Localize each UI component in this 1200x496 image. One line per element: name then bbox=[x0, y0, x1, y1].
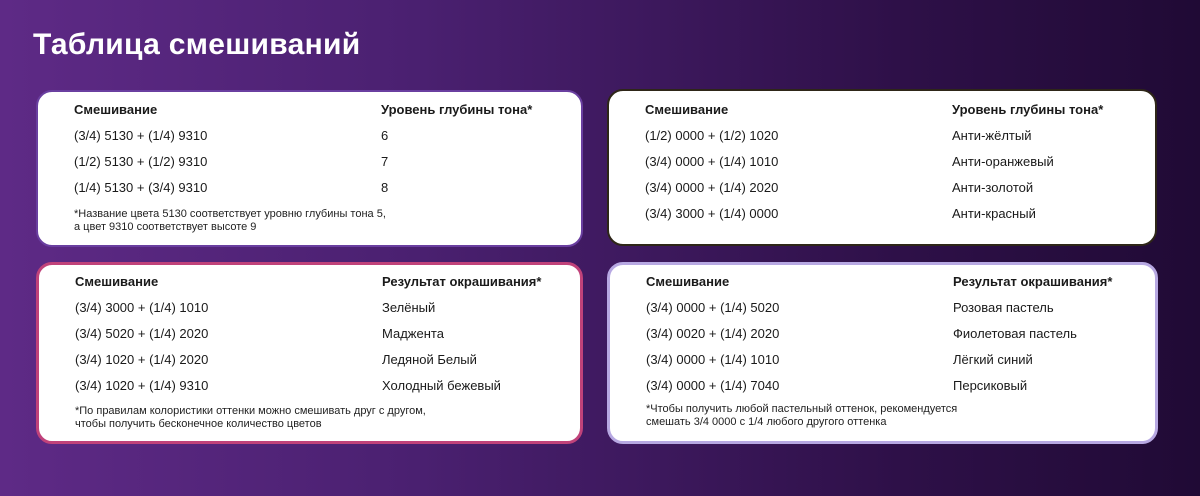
table-row bbox=[75, 324, 570, 344]
footnote-line: смешать 3/4 0000 с 1/4 любого другого оттенка bbox=[646, 416, 887, 428]
page-title: Таблица смешиваний bbox=[33, 28, 361, 61]
mix-formula: (3/4) 0020 + (1/4) 2020 bbox=[646, 326, 780, 341]
footnote bbox=[74, 208, 386, 234]
mix-result: Фиолетовая пастель bbox=[953, 326, 1077, 341]
mix-formula: (1/2) 0000 + (1/2) 1020 bbox=[645, 128, 779, 143]
table-row bbox=[645, 152, 1145, 172]
footnote bbox=[75, 405, 426, 431]
table-row bbox=[74, 178, 571, 198]
mix-formula: (3/4) 3000 + (1/4) 0000 bbox=[645, 206, 779, 221]
column-header-mix: Смешивание bbox=[75, 274, 159, 289]
table-header bbox=[74, 100, 571, 120]
mix-formula: (3/4) 1020 + (1/4) 2020 bbox=[75, 352, 209, 367]
mix-result: Холодный бежевый bbox=[382, 378, 501, 393]
mix-formula: (3/4) 0000 + (1/4) 5020 bbox=[646, 300, 780, 315]
footnote bbox=[646, 403, 957, 429]
table-row bbox=[75, 298, 570, 318]
table-row bbox=[646, 376, 1145, 396]
mix-formula: (3/4) 5020 + (1/4) 2020 bbox=[75, 326, 209, 341]
table-row bbox=[646, 298, 1145, 318]
table-row bbox=[646, 350, 1145, 370]
footnote-line: *Название цвета 5130 соответствует уровню глубины тона 5, bbox=[74, 208, 386, 220]
table-header bbox=[646, 272, 1145, 292]
mix-formula: (3/4) 0000 + (1/4) 1010 bbox=[646, 352, 780, 367]
mix-table-neutralizers bbox=[607, 89, 1157, 246]
mix-result: 7 bbox=[381, 154, 389, 169]
mix-formula: (3/4) 5130 + (1/4) 9310 bbox=[74, 128, 208, 143]
column-header-mix: Смешивание bbox=[645, 102, 729, 117]
table-row bbox=[74, 152, 571, 172]
table-row bbox=[645, 204, 1145, 224]
mix-formula: (3/4) 1020 + (1/4) 9310 bbox=[75, 378, 209, 393]
mix-result: 8 bbox=[381, 180, 389, 195]
column-header-result: Результат окрашивания* bbox=[382, 274, 542, 289]
mix-formula: (3/4) 0000 + (1/4) 7040 bbox=[646, 378, 780, 393]
column-header-result: Уровень глубины тона* bbox=[952, 102, 1104, 117]
column-header-mix: Смешивание bbox=[74, 102, 158, 117]
mix-formula: (3/4) 0000 + (1/4) 2020 bbox=[645, 180, 779, 195]
mix-result: Ледяной Белый bbox=[382, 352, 477, 367]
mix-formula: (3/4) 0000 + (1/4) 1010 bbox=[645, 154, 779, 169]
mix-result: Маджента bbox=[382, 326, 444, 341]
mix-result: 6 bbox=[381, 128, 389, 143]
table-row bbox=[75, 376, 570, 396]
table-row bbox=[645, 126, 1145, 146]
mix-formula: (1/4) 5130 + (3/4) 9310 bbox=[74, 180, 208, 195]
mix-result: Розовая пастель bbox=[953, 300, 1054, 315]
footnote-line: а цвет 9310 соответствует высоте 9 bbox=[74, 221, 257, 233]
mix-formula: (1/2) 5130 + (1/2) 9310 bbox=[74, 154, 208, 169]
mix-result: Анти-золотой bbox=[952, 180, 1034, 195]
table-header bbox=[645, 100, 1145, 120]
mix-table-color-result bbox=[36, 262, 583, 444]
table-row bbox=[75, 350, 570, 370]
footnote-line: *По правилам колористики оттенки можно смешивать друг с другом, bbox=[75, 405, 426, 417]
column-header-result: Результат окрашивания* bbox=[953, 274, 1113, 289]
table-row bbox=[646, 324, 1145, 344]
mix-result: Лёгкий синий bbox=[953, 352, 1033, 367]
mix-result: Анти-оранжевый bbox=[952, 154, 1054, 169]
mix-result: Анти-красный bbox=[952, 206, 1036, 221]
table-row bbox=[74, 126, 571, 146]
footnote-line: *Чтобы получить любой пастельный оттенок, рекомендуется bbox=[646, 403, 958, 415]
column-header-result: Уровень глубины тона* bbox=[381, 102, 533, 117]
mix-table-tone-depth bbox=[36, 90, 583, 247]
mix-result: Анти-жёлтый bbox=[952, 128, 1032, 143]
table-row bbox=[645, 178, 1145, 198]
mix-table-pastel bbox=[607, 262, 1158, 444]
mix-result: Зелёный bbox=[382, 300, 436, 315]
footnote-line: чтобы получить бесконечное количество цветов bbox=[75, 418, 322, 430]
table-header bbox=[75, 272, 570, 292]
mix-formula: (3/4) 3000 + (1/4) 1010 bbox=[75, 300, 209, 315]
column-header-mix: Смешивание bbox=[646, 274, 730, 289]
mix-result: Персиковый bbox=[953, 378, 1028, 393]
